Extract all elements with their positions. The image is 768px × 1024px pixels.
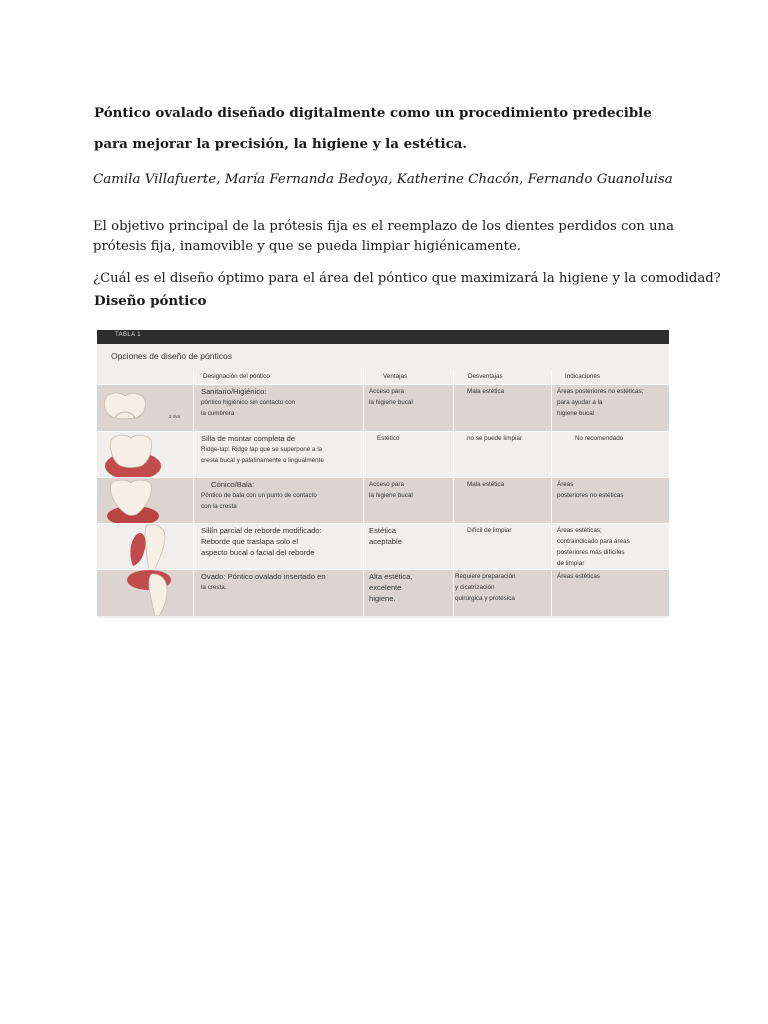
indications-cell-line: Áreas estéticas; bbox=[557, 527, 602, 534]
pontic-description-line: Reborde que traslapa solo el bbox=[201, 537, 299, 546]
indications-cell-line: Áreas posteriores no estéticas; bbox=[557, 388, 644, 395]
advantages-cell-line: la higiene bucal bbox=[369, 492, 413, 499]
row-divider bbox=[97, 523, 669, 524]
figure-title-bar bbox=[97, 330, 669, 344]
advantages-cell-line: Alta estética, bbox=[369, 572, 413, 581]
indications-cell-line: Áreas estéticas bbox=[557, 573, 601, 580]
row-divider bbox=[97, 569, 669, 570]
pontic-description-line: Ridge-lap: Ridge lap que se superpone a la bbox=[201, 446, 323, 453]
pontic-description-line: Póntico de bala con un punto de contacto bbox=[201, 492, 317, 499]
table-row bbox=[97, 385, 669, 431]
question-paragraph: ¿Cuál es el diseño óptimo para el área del póntico que maximizará la higiene y la comodidad? bbox=[93, 271, 721, 286]
advantages-cell-line: Estética bbox=[369, 526, 397, 535]
advantages-cell bbox=[369, 571, 412, 604]
column-divider bbox=[193, 370, 194, 616]
disadvantages-cell bbox=[455, 571, 516, 604]
advantages-cell-line: excelente bbox=[369, 583, 402, 592]
indications-cell bbox=[557, 386, 643, 419]
indications-cell bbox=[557, 525, 630, 569]
indications-cell-line: higiene bucal bbox=[557, 410, 595, 417]
pontic-description-line: aspecto bucal o facial del reborde bbox=[201, 548, 315, 557]
disadvantages-cell-line: Mala estética bbox=[467, 481, 505, 488]
pontic-name: Cónico/Bala: bbox=[211, 480, 255, 489]
pontic-name: Sanitario/Higiénico: bbox=[201, 387, 267, 396]
disadvantages-cell-line: Mala estética bbox=[467, 388, 505, 395]
authors-line: Camila Villafuerte, María Fernanda Bedoya, Katherine Chacón, Fernando Guanoluisa bbox=[93, 172, 673, 187]
disadvantages-cell-line: no se puede limpiar bbox=[467, 435, 522, 442]
pontic-description bbox=[201, 490, 317, 512]
indications-cell-line: Áreas bbox=[557, 481, 574, 488]
indications-cell-line: posteriores no estéticas bbox=[557, 492, 624, 499]
header-disadvantages: Desventajas bbox=[468, 373, 503, 380]
pontic-name: Sillín parcial de reborde modificado: bbox=[201, 526, 322, 535]
pontic-description bbox=[201, 444, 324, 466]
header-indications: Indicaciones bbox=[565, 373, 601, 380]
pontic-description bbox=[201, 536, 315, 558]
scale-label: 2 mm bbox=[169, 414, 181, 419]
pontic-description-line: la cresta. bbox=[201, 584, 227, 591]
indications-cell bbox=[557, 571, 600, 582]
table-row bbox=[97, 432, 669, 478]
advantages-cell-line: higiene. bbox=[369, 594, 396, 603]
pontic-description bbox=[201, 397, 295, 419]
disadvantages-cell bbox=[467, 479, 504, 490]
indications-cell bbox=[575, 433, 623, 444]
column-divider bbox=[453, 370, 454, 616]
table-row bbox=[97, 570, 669, 616]
advantages-cell bbox=[369, 479, 413, 501]
pontic-tooth-illustration bbox=[97, 432, 167, 483]
advantages-cell-line: Acceso para bbox=[369, 481, 405, 488]
disadvantages-cell bbox=[467, 433, 522, 444]
disadvantages-cell-line: y cicatrización bbox=[455, 584, 495, 591]
advantages-cell-line: Acceso para bbox=[369, 388, 405, 395]
row-divider bbox=[97, 431, 669, 432]
pontic-name: Silla de montar completa de bbox=[201, 434, 296, 443]
advantages-cell bbox=[369, 525, 402, 547]
document-title: Póntico ovalado diseñado digitalmente como un procedimiento predecible para mejorar la precisión, la higiene y la estética. bbox=[94, 105, 652, 152]
pontic-tooth-illustration bbox=[97, 388, 167, 433]
advantages-cell bbox=[377, 433, 399, 444]
intro-paragraph: El objetivo principal de la prótesis fija es el reemplazo de los dientes perdidos con una prótesis fija, inamovible y que se pueda limpiar higiénicamente. bbox=[93, 219, 674, 254]
advantages-cell-line: aceptable bbox=[369, 537, 402, 546]
table-row bbox=[97, 478, 669, 524]
figure-title: Opciones de diseño de pónticos bbox=[111, 351, 232, 361]
pontic-tooth-illustration bbox=[119, 524, 189, 575]
disadvantages-cell-line: quirúrgica y protésica bbox=[455, 595, 515, 602]
row-divider bbox=[97, 477, 669, 478]
advantages-cell bbox=[369, 386, 413, 408]
column-divider bbox=[551, 370, 552, 616]
pontic-description-line: póntico higiénico sin contacto con bbox=[201, 399, 296, 406]
section-heading: Diseño póntico bbox=[94, 293, 207, 309]
pontic-description-line: la cumbrera bbox=[201, 410, 235, 417]
header-designation: Designación del póntico bbox=[203, 373, 270, 380]
indications-cell-line: de limpiar bbox=[557, 560, 585, 567]
disadvantages-cell bbox=[467, 386, 504, 397]
pontic-description-line: con la cresta bbox=[201, 503, 237, 510]
disadvantages-cell-line: Difícil de limpiar bbox=[467, 527, 512, 534]
pontic-description bbox=[201, 582, 227, 593]
row-divider bbox=[97, 384, 669, 385]
indications-cell-line: No recomendado bbox=[575, 435, 624, 442]
figure-bar-label: TABLA 1 bbox=[115, 332, 142, 338]
column-divider bbox=[363, 370, 364, 616]
advantages-cell-line: la higiene bucal bbox=[369, 399, 413, 406]
indications-cell bbox=[557, 479, 624, 501]
table-row bbox=[97, 524, 669, 570]
pontic-name: Ovado: Póntico ovalado insertado en bbox=[201, 572, 326, 581]
disadvantages-cell bbox=[467, 525, 511, 536]
advantages-cell-line: Estético bbox=[377, 435, 400, 442]
indications-cell-line: posteriores más difíciles bbox=[557, 549, 625, 556]
header-advantages: Ventajas bbox=[383, 373, 408, 380]
disadvantages-cell-line: Requiere preparación bbox=[455, 573, 516, 580]
pontic-description-line: cresta bucal y palatinamente o lingualmente bbox=[201, 457, 324, 464]
pontic-tooth-illustration bbox=[97, 478, 167, 529]
indications-cell-line: contraindicado para áreas bbox=[557, 538, 630, 545]
pontic-tooth-illustration bbox=[119, 570, 189, 621]
pontic-design-table-figure bbox=[97, 330, 669, 618]
indications-cell-line: para ayudar a la bbox=[557, 399, 603, 406]
